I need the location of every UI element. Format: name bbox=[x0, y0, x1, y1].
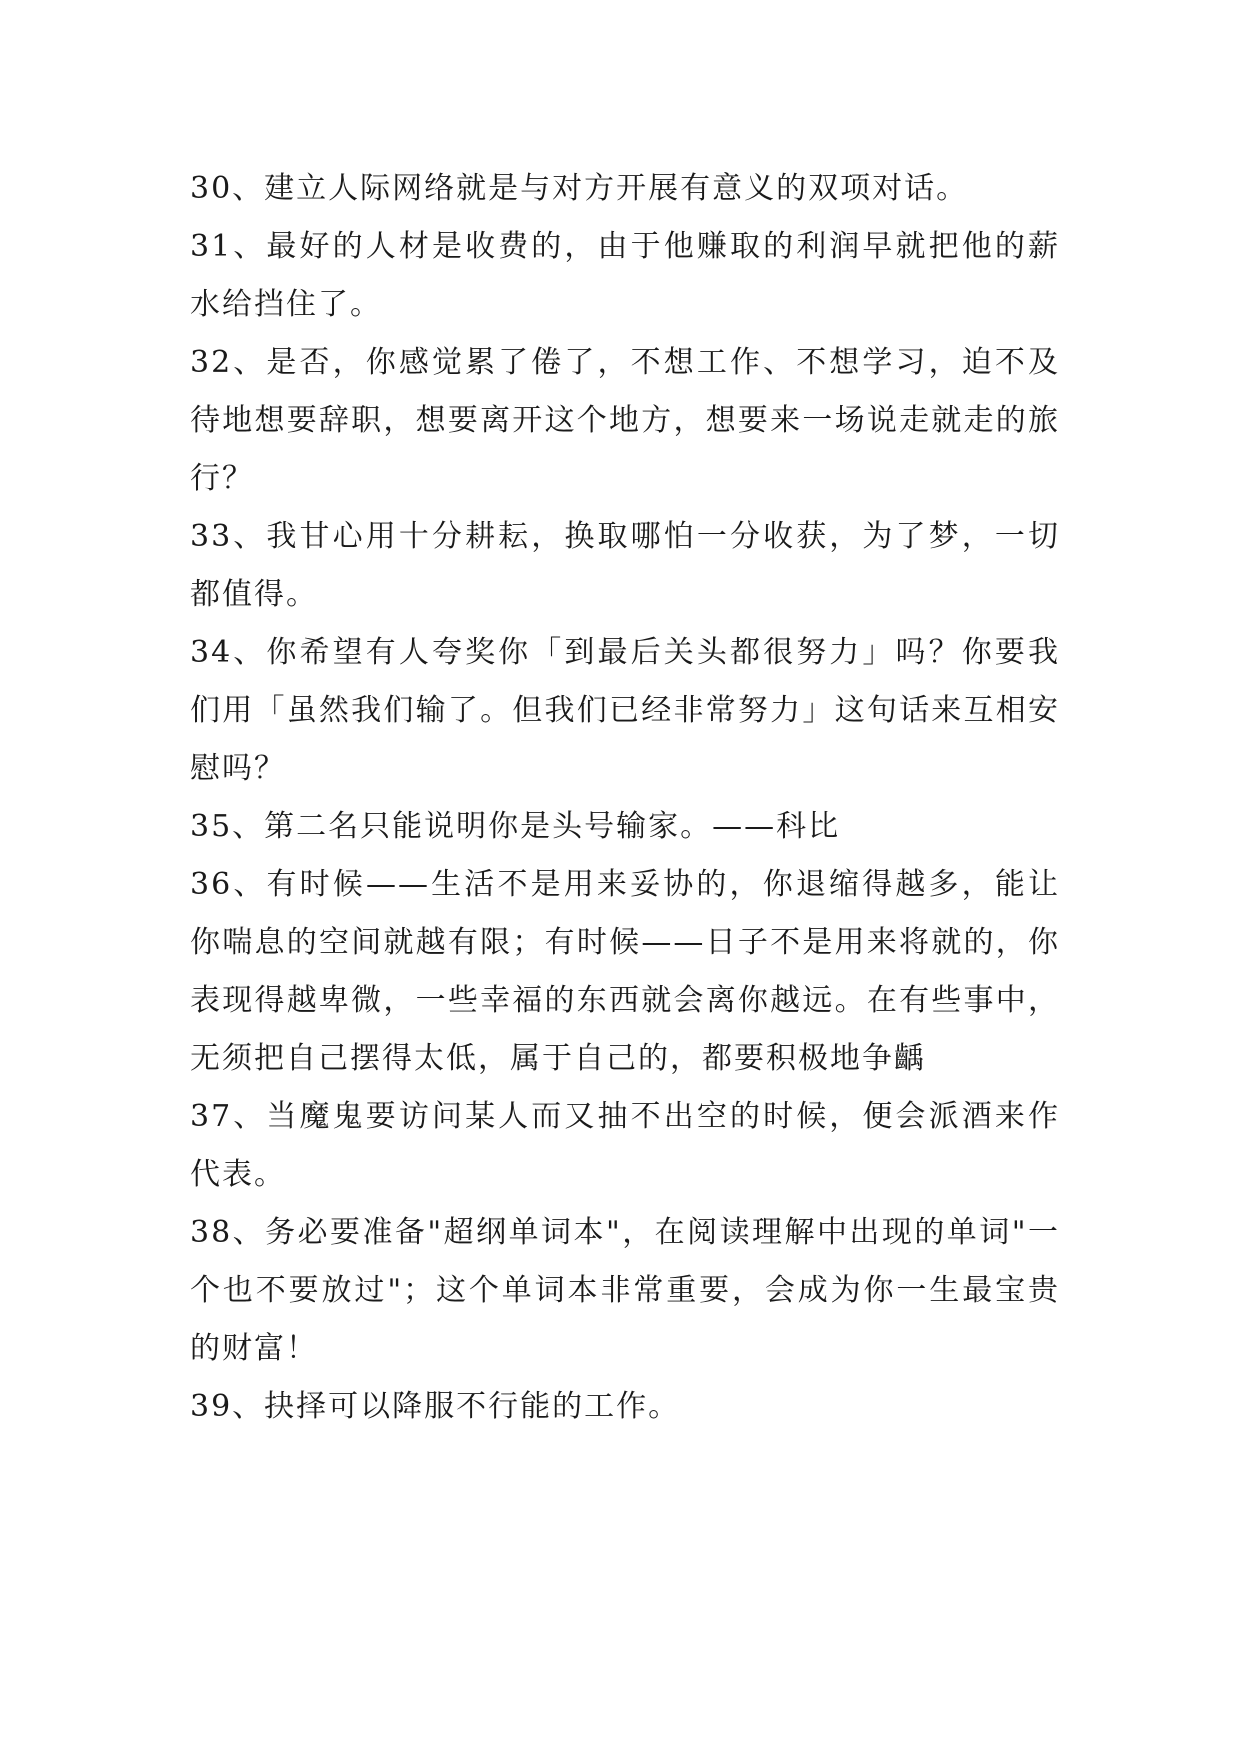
list-item: 32、是否，你感觉累了倦了，不想工作、不想学习，迫不及待地想要辞职，想要离开这个地方，想要来一场说走就走的旅行？ bbox=[190, 345, 1060, 496]
list-item: 36、有时候——生活不是用来妥协的，你退缩得越多，能让你喘息的空间就越有限；有时候——日子不是用来将就的，你表现得越卑微，一些幸福的东西就会离你越远。在有些事中，无须把自己摆得太低，属于自己的，都要积极地争齲 bbox=[190, 867, 1060, 1076]
list-item: 31、最好的人材是收费的，由于他赚取的利润早就把他的薪水给挡住了。 bbox=[190, 229, 1060, 322]
list-item: 38、务必要准备"超纲单词本"，在阅读理解中出现的单词"一个也不要放过"；这个单词本非常重要，会成为你一生最宝贵的财富！ bbox=[190, 1215, 1060, 1366]
list-item: 37、当魔鬼要访问某人而又抽不出空的时候，便会派酒来作代表。 bbox=[190, 1099, 1060, 1192]
quote-list bbox=[190, 160, 1060, 1436]
list-item: 30、建立人际网络就是与对方开展有意义的双项对话。 bbox=[190, 171, 969, 206]
list-item: 33、我甘心用十分耕耘，换取哪怕一分收获，为了梦，一切都值得。 bbox=[190, 519, 1060, 612]
list-item: 34、你希望有人夸奖你「到最后关头都很努力」吗？你要我们用「虽然我们输了。但我们已经非常努力」这句话来互相安慰吗？ bbox=[190, 635, 1060, 786]
list-item: 35、第二名只能说明你是头号输家。——科比 bbox=[190, 809, 841, 844]
list-item: 39、抉择可以降服不行能的工作。 bbox=[190, 1389, 681, 1424]
